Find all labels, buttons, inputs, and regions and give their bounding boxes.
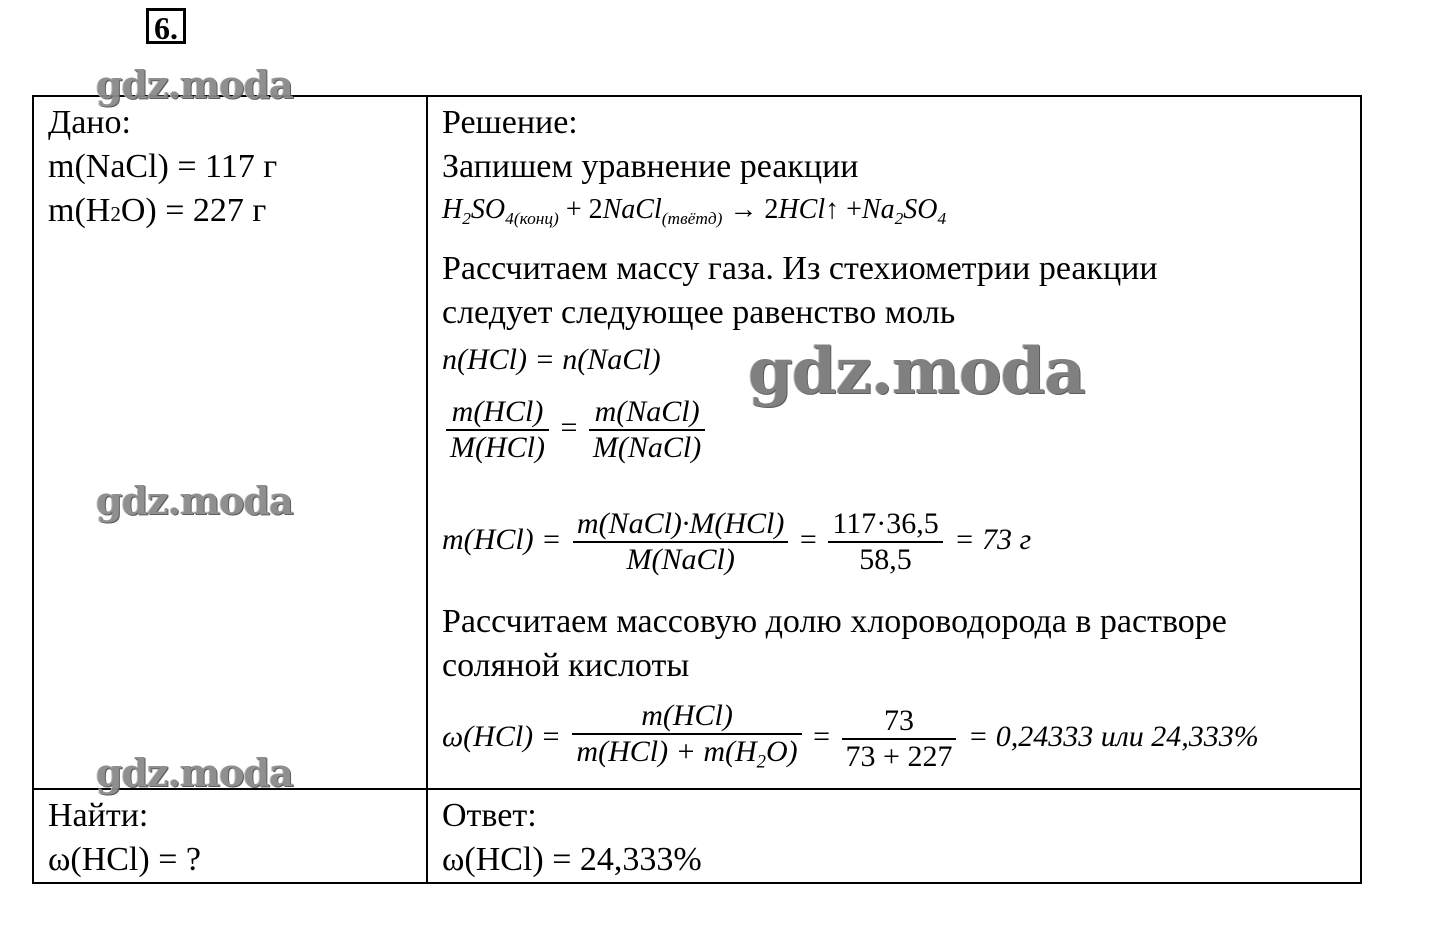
solution-step-gas-mass: Рассчитаем массу газа. Из стехиометрии реакции bbox=[442, 250, 1158, 287]
watermark: gdz.moda bbox=[96, 478, 293, 523]
find-target: ω(HCl) = ? bbox=[48, 841, 201, 878]
solution-step-equation: Запишем уравнение реакции bbox=[442, 148, 859, 185]
solution-step-mass-fraction: Рассчитаем массовую долю хлороводорода в растворе bbox=[442, 603, 1227, 640]
given-heading: Дано: bbox=[48, 104, 131, 141]
solution-heading: Решение: bbox=[442, 104, 578, 141]
solution-step-acid: соляной кислоты bbox=[442, 647, 690, 684]
given-mass-nacl: m(NaCl) = 117 г bbox=[48, 148, 278, 185]
answer-value: ω(HCl) = 24,333% bbox=[442, 841, 702, 878]
answer-heading: Ответ: bbox=[442, 797, 537, 834]
answer-cell bbox=[427, 789, 1361, 883]
watermark: gdz.moda bbox=[96, 750, 293, 795]
find-cell bbox=[33, 789, 427, 883]
equation-mass-fraction: ω(HCl) = $\frac{\text{m(HCl)}}{m(HCl) + m(H_2O)}$ = $\frac{73}{73 + 227}$ = 0,24333 или 24,333% bbox=[442, 699, 1259, 774]
watermark: gdz.moda bbox=[96, 62, 293, 107]
problem-number: 6. bbox=[146, 8, 186, 44]
equation-moles: n(HCl) = n(NaCl) bbox=[442, 343, 661, 376]
given-cell bbox=[33, 96, 427, 789]
given-mass-water: m(H2O) = 227 г bbox=[48, 192, 267, 229]
reaction-equation: $H_2SO_{4(конц)}$ + 2NaCl$_{(твётд)}$ → 2HCl↑ $+Na_2SO_4$ bbox=[442, 194, 947, 229]
watermark: gdz.moda bbox=[748, 334, 1085, 409]
solution-step-moles: следует следующее равенство моль bbox=[442, 294, 956, 331]
solution-cell bbox=[427, 96, 1361, 789]
find-heading: Найти: bbox=[48, 797, 149, 834]
equation-mass: m(HCl) = $\frac{\text{m(NaCl)·M(HCl)}}{\text{M(NaCl)}}$ = $\frac{117\cdot 36,5}{58,5}$ = 73 г bbox=[442, 507, 1032, 576]
equation-ratio: $\frac{\text{m(HCl)}}{\text{M(HCl)}}$ = $\frac{\text{m(NaCl)}}{\text{M(NaCl)}}$ bbox=[442, 395, 709, 465]
